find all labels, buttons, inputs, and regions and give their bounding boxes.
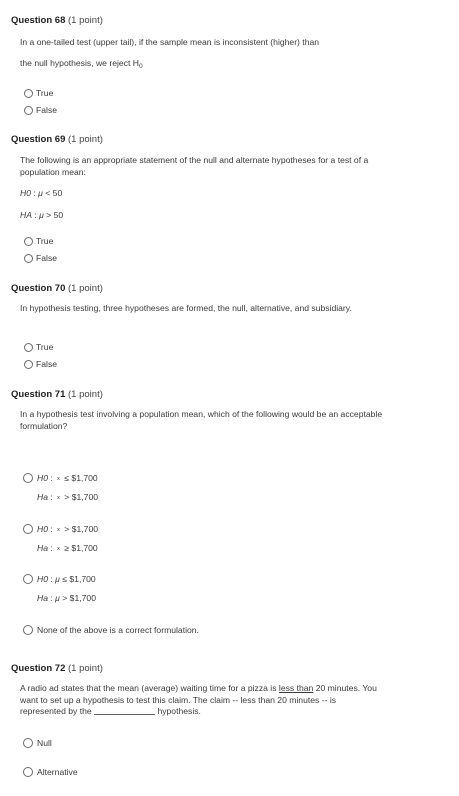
question-71-option-d[interactable]: [23, 625, 199, 635]
radio-button[interactable]: [24, 254, 33, 263]
radio-button[interactable]: [24, 343, 33, 352]
option-line1: H0 : x > $1,700: [37, 524, 99, 534]
question-72-stem: A radio ad states that the mean (average) waiting time for a pizza is less than 20 minutes. You want to set up a hypothesis to test this claim. The claim -- less than 20 minutes -- is represented by the hypothesis.: [20, 683, 377, 716]
radio-button[interactable]: [24, 89, 33, 98]
option-line2: Ha : x ≥ $1,700: [37, 543, 98, 553]
question-title: Question 71: [11, 389, 66, 400]
question-points: (1 point): [68, 134, 103, 145]
question-71-header: [11, 389, 103, 400]
question-70-stem: In hypothesis testing, three hypotheses are formed, the null, alternative, and subsidiary.: [20, 303, 352, 313]
radio-button[interactable]: [24, 106, 33, 115]
question-points: (1 point): [68, 389, 103, 400]
question-72-header: [11, 663, 103, 674]
question-71-option-b[interactable]: [23, 524, 98, 553]
option-label: None of the above is a correct formulation.: [37, 625, 199, 635]
question-points: (1 point): [68, 283, 103, 294]
question-68-header: [11, 15, 103, 26]
radio-button[interactable]: [23, 625, 33, 635]
option-label: False: [36, 105, 58, 115]
option-label: Null: [37, 738, 52, 748]
question-69-ha: HA : μ > 50: [20, 210, 64, 220]
option-label: True: [36, 236, 54, 246]
question-69-stem: The following is an appropriate statement of the null and alternate hypotheses for a test of a population mean:: [20, 155, 369, 177]
radio-button[interactable]: [23, 767, 33, 777]
radio-button[interactable]: [24, 360, 33, 369]
option-line1: H0 : x ≤ $1,700: [37, 473, 98, 483]
question-points: (1 point): [68, 663, 103, 674]
question-68-option-false[interactable]: [24, 105, 57, 115]
answer-blank: [94, 706, 155, 715]
question-70-option-false[interactable]: [24, 359, 57, 369]
question-69-option-false[interactable]: [24, 253, 57, 263]
question-70-option-true[interactable]: [24, 342, 53, 352]
radio-button[interactable]: [23, 738, 33, 748]
option-line1: H0 : μ ≤ $1,700: [37, 574, 96, 584]
question-68-stem-line2: the null hypothesis, we reject $H_0$: [20, 58, 143, 70]
option-line2: Ha : μ > $1,700: [37, 593, 96, 603]
question-title: Question 72: [11, 663, 66, 674]
question-71-stem: In a hypothesis test involving a population mean, which of the following would be an acceptable formulation?: [20, 409, 383, 431]
question-points: (1 point): [68, 15, 103, 26]
option-label: Alternative: [37, 767, 78, 777]
question-69-h0: H0 : μ < 50: [20, 188, 63, 198]
question-68-stem-line1: In a one-tailed test (upper tail), if the sample mean is inconsistent (higher) than: [20, 37, 320, 47]
question-71-option-c[interactable]: [23, 574, 96, 603]
option-label: False: [36, 253, 58, 263]
question-72-option-alternative[interactable]: [23, 767, 78, 777]
option-line2: Ha : x > $1,700: [37, 492, 99, 502]
radio-button[interactable]: [23, 574, 33, 584]
question-69-header: [11, 134, 103, 145]
option-label: True: [36, 88, 54, 98]
question-72-option-null[interactable]: [23, 738, 52, 748]
question-69-option-true[interactable]: [24, 236, 53, 246]
question-70-header: [11, 283, 103, 294]
question-title: Question 68: [11, 15, 66, 26]
question-68-option-true[interactable]: [24, 88, 53, 98]
radio-button[interactable]: [24, 237, 33, 246]
option-label: False: [36, 359, 58, 369]
option-label: True: [36, 342, 54, 352]
question-title: Question 69: [11, 134, 66, 145]
question-title: Question 70: [11, 283, 66, 294]
radio-button[interactable]: [23, 473, 33, 483]
radio-button[interactable]: [23, 524, 33, 534]
question-71-option-a[interactable]: [23, 473, 98, 502]
